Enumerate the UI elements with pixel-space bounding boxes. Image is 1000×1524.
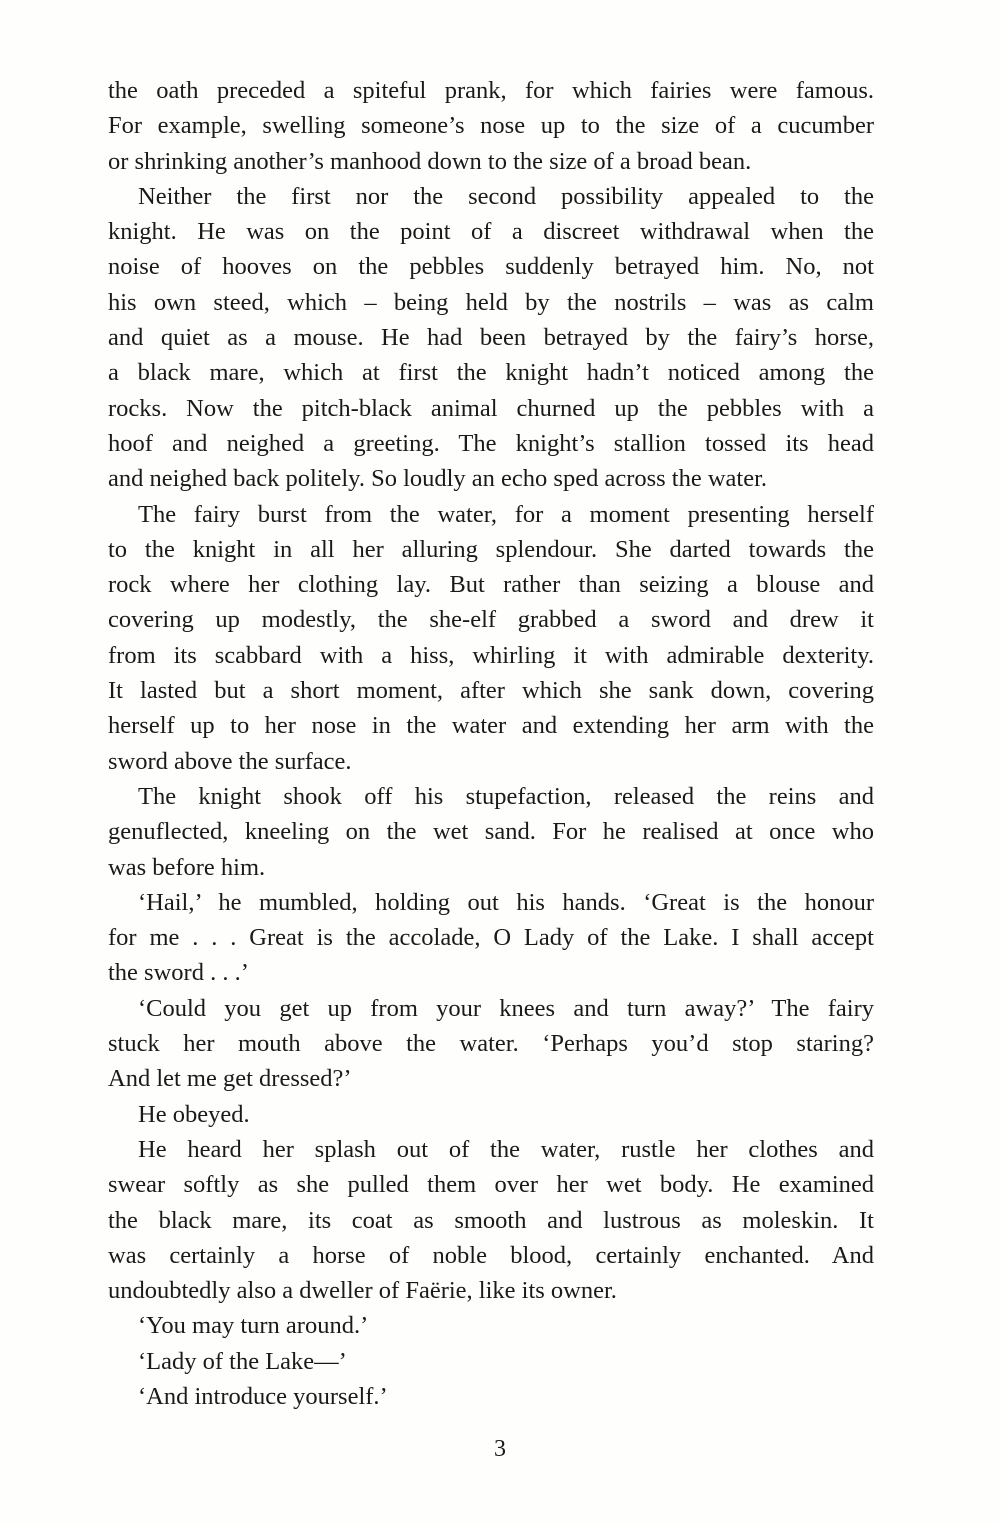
text-line: ‘And introduce yourself.’ xyxy=(138,1382,388,1410)
text-line: the sword . . .’ xyxy=(108,959,249,987)
text-line: undoubtedly also a dweller of Faërie, like its owner. xyxy=(108,1277,617,1305)
text-line: The knight shook off his stupefaction, released the reins and xyxy=(138,782,874,810)
text-line: covering up modestly, the she-elf grabbed a sword and drew it xyxy=(108,606,874,634)
text-line: and neighed back politely. So loudly an echo sped across the water. xyxy=(108,465,768,493)
text-line: or shrinking another’s manhood down to the size of a broad bean. xyxy=(108,147,752,175)
text-line: stuck her mouth above the water. ‘Perhaps you’d stop staring? xyxy=(108,1030,874,1058)
text-line: The fairy burst from the water, for a moment presenting herself xyxy=(138,500,874,528)
text-line: was certainly a horse of noble blood, certainly enchanted. And xyxy=(108,1241,874,1269)
text-line: ‘Could you get up from your knees and turn away?’ The fairy xyxy=(138,994,874,1022)
text-line: rock where her clothing lay. But rather than seizing a blouse and xyxy=(108,571,874,599)
text-line: Neither the first nor the second possibility appealed to the xyxy=(138,182,874,210)
text-line: hoof and neighed a greeting. The knight’s stallion tossed its head xyxy=(108,429,874,457)
text-line: He heard her splash out of the water, rustle her clothes and xyxy=(138,1135,874,1163)
text-line: genuflected, kneeling on the wet sand. For he realised at once who xyxy=(108,818,874,846)
text-line: to the knight in all her alluring splendour. She darted towards the xyxy=(108,535,874,563)
body-text xyxy=(108,73,874,1414)
text-line: and quiet as a mouse. He had been betrayed by the fairy’s horse, xyxy=(108,324,874,352)
text-line: was before him. xyxy=(108,853,266,881)
text-line: for me . . . Great is the accolade, O Lady of the Lake. I shall accept xyxy=(108,924,874,952)
text-line: rocks. Now the pitch-black animal churned up the pebbles with a xyxy=(108,394,874,422)
text-line: the black mare, its coat as smooth and lustrous as moleskin. It xyxy=(108,1206,874,1234)
page-number: 3 xyxy=(494,1436,506,1462)
text-line: And let me get dressed?’ xyxy=(108,1065,352,1093)
text-line: For example, swelling someone’s nose up to the size of a cucumber xyxy=(108,112,874,140)
text-line: herself up to her nose in the water and extending her arm with the xyxy=(108,712,874,740)
text-line: It lasted but a short moment, after which she sank down, covering xyxy=(108,677,874,705)
text-line: He obeyed. xyxy=(138,1100,250,1128)
text-line: his own steed, which – being held by the nostrils – was as calm xyxy=(108,288,874,316)
text-line: sword above the surface. xyxy=(108,747,352,775)
text-line: ‘Hail,’ he mumbled, holding out his hands. ‘Great is the honour xyxy=(138,888,874,916)
text-line: ‘You may turn around.’ xyxy=(138,1312,369,1340)
text-line: a black mare, which at first the knight hadn’t noticed among the xyxy=(108,359,874,387)
text-line: noise of hooves on the pebbles suddenly betrayed him. No, not xyxy=(108,253,874,281)
text-line: from its scabbard with a hiss, whirling it with admirable dexterity. xyxy=(108,641,874,669)
text-line: swear softly as she pulled them over her wet body. He examined xyxy=(108,1171,874,1199)
text-line: the oath preceded a spiteful prank, for which fairies were famous. xyxy=(108,77,874,104)
text-line: knight. He was on the point of a discreet withdrawal when the xyxy=(108,218,874,246)
text-line: ‘Lady of the Lake—’ xyxy=(138,1347,347,1375)
